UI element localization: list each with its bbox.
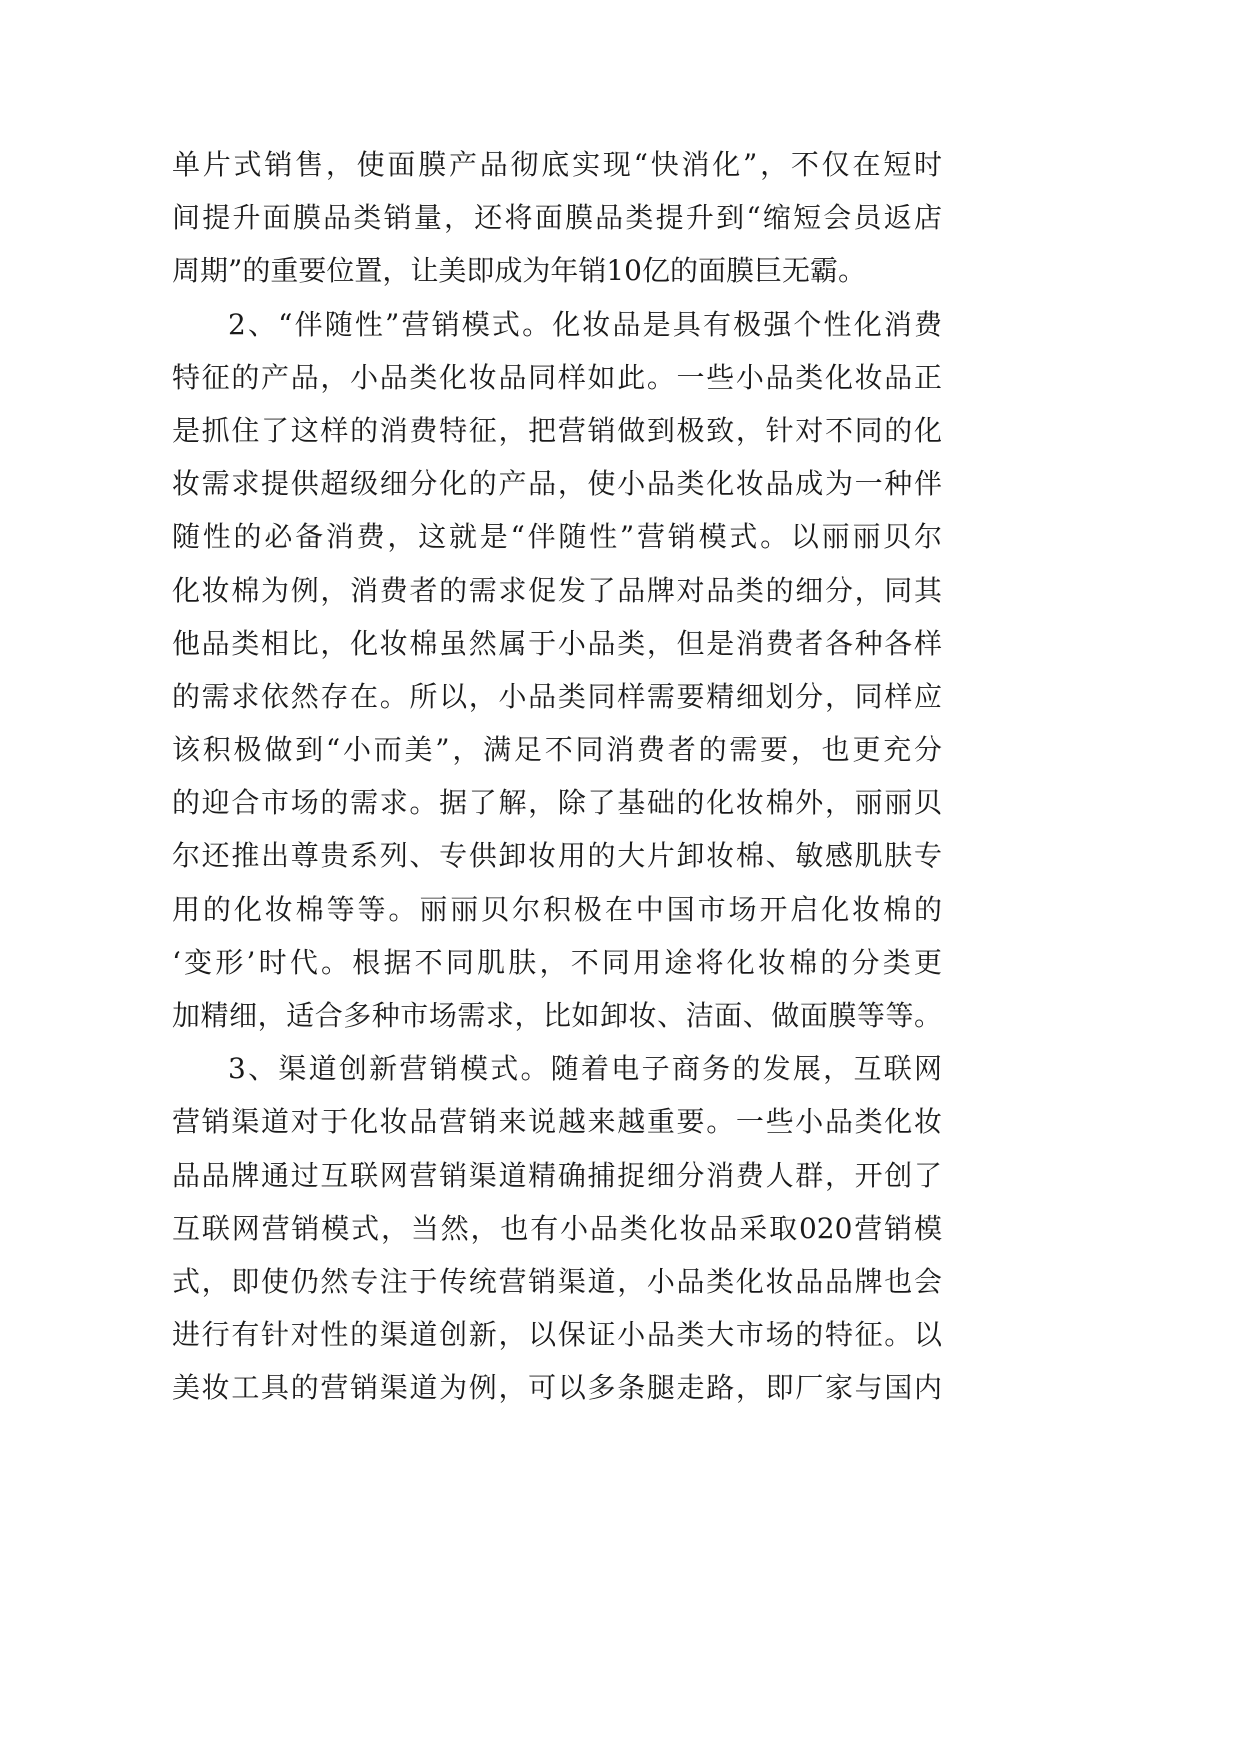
- text-line: 的需求依然存在。所以，小品类同样需要精细划分，同样应: [172, 679, 942, 713]
- text-line: 单片式销售，使面膜产品彻底实现“快消化”，不仅在短时: [172, 148, 942, 181]
- text-line: 2、“伴随性”营销模式。化妆品是具有极强个性化消费: [228, 307, 942, 341]
- text-line: 美妆工具的营销渠道为例，可以多条腿走路，即厂家与国内: [172, 1371, 942, 1405]
- text-line: 特征的产品，小品类化妆品同样如此。一些小品类化妆品正: [172, 360, 942, 394]
- text-line: 进行有针对性的渠道创新，以保证小品类大市场的特征。以: [172, 1318, 942, 1352]
- text-line: 周期”的重要位置，让美即成为年销10亿的面膜巨无霸。: [172, 254, 866, 288]
- text-line: 是抓住了这样的消费特征，把营销做到极致，针对不同的化: [172, 413, 942, 447]
- text-line: 营销渠道对于化妆品营销来说越来越重要。一些小品类化妆: [172, 1105, 942, 1139]
- text-line: 妆需求提供超级细分化的产品，使小品类化妆品成为一种伴: [172, 467, 942, 501]
- text-line: 用的化妆棉等等。丽丽贝尔积极在中国市场开启化妆棉的: [172, 892, 942, 926]
- text-line: 3、渠道创新营销模式。随着电子商务的发展，互联网: [228, 1052, 942, 1086]
- paragraph-1: [172, 138, 942, 298]
- text-line: 的迎合市场的需求。据了解，除了基础的化妆棉外，丽丽贝: [172, 786, 942, 820]
- body-text: [172, 138, 942, 1415]
- text-line: 他品类相比，化妆棉虽然属于小品类，但是消费者各种各样: [172, 626, 942, 660]
- paragraph-2: [172, 298, 942, 1043]
- text-line: 尔还推出尊贵系列、专供卸妆用的大片卸妆棉、敏感肌肤专: [172, 839, 942, 873]
- text-line: 互联网营销模式，当然，也有小品类化妆品采取020营销模: [172, 1211, 942, 1245]
- text-line: 该积极做到“小而美”，满足不同消费者的需要，也更充分: [172, 733, 942, 767]
- text-line: 随性的必备消费，这就是“伴随性”营销模式。以丽丽贝尔: [172, 520, 942, 554]
- text-line: 式，即使仍然专注于传统营销渠道，小品类化妆品品牌也会: [172, 1264, 942, 1298]
- text-line: 化妆棉为例，消费者的需求促发了品牌对品类的细分，同其: [172, 573, 942, 607]
- text-line: 间提升面膜品类销量，还将面膜品类提升到“缩短会员返店: [172, 201, 942, 235]
- text-line: ‘变形’时代。根据不同肌肤，不同用途将化妆棉的分类更: [172, 945, 942, 979]
- text-line: 加精细，适合多种市场需求，比如卸妆、洁面、做面膜等等。: [172, 999, 942, 1032]
- text-line: 品品牌通过互联网营销渠道精确捕捉细分消费人群，开创了: [172, 1158, 942, 1192]
- paragraph-3: [172, 1042, 942, 1414]
